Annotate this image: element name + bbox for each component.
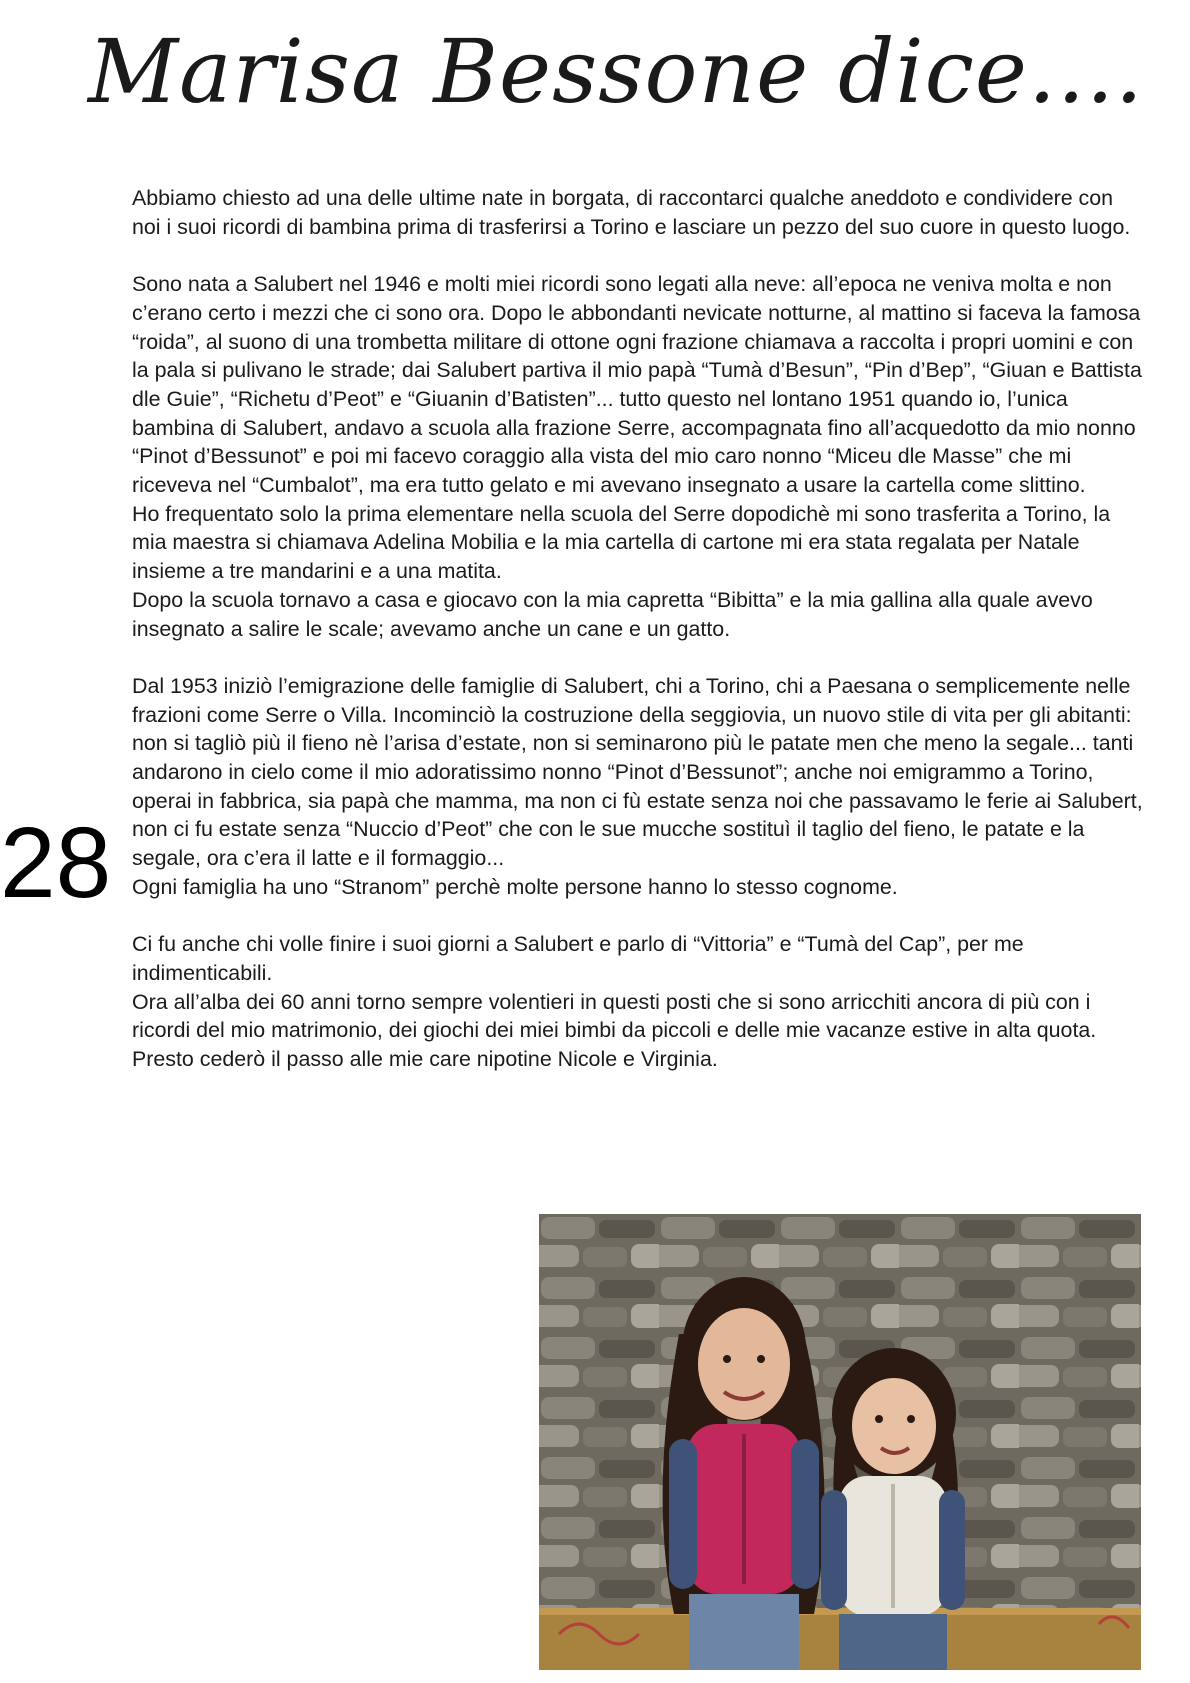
memory-paragraph-animals: Dopo la scuola tornavo a casa e giocavo con la mia capretta “Bibitta” e la mia gallina alla quale avevo insegnato a salire le scale; avevamo anche un cane e un gatto. (132, 587, 1093, 641)
photo-granddaughters (539, 1214, 1141, 1670)
photo-illustration (539, 1214, 1141, 1670)
article-title: Marisa Bessone dice.... (88, 20, 1144, 123)
memory-paragraph-snow: Sono nata a Salubert nel 1946 e molti miei ricordi sono legati alla neve: all’epoca ne veniva molta e non c’erano certo i mezzi che ci sono ora. Dopo le abbondanti nevicate notturne, al mattino si faceva la famosa “roida”, al suono di una trombetta militare di ottone ogni frazione chiamava a raccolta i propri uomini e con la pala si pulivano le strade; dai Salubert partiva il mio papà “Tumà d’Besun”, “Pin d’Bep”, “Giuan e Battista dle Guie”, “Richetu d’Peot” e “Giuanin d’Batisten”... tutto questo nel lontano 1951 quando io, l’unica bambina di Salubert, andavo a scuola alla frazione Serre, accompagnata fino all’acquedotto da mio nonno “Pinot d’Bessunot” e poi mi facevo coraggio alla vista del mio caro nonno “Miceu dle Masse” che mi riceveva nel “Cumbalot”, ma era tutto gelato e mi avevano insegnato a usare la cartella come slittino. (132, 272, 1142, 498)
paragraph-spacer (132, 241, 1147, 270)
paragraph-spacer (132, 902, 1147, 931)
younger-girl (821, 1348, 965, 1670)
memory-paragraph-stranom: Ogni famiglia ha uno “Stranom” perchè molte persone hanno lo stesso cognome. (132, 874, 898, 899)
paragraph-spacer (132, 643, 1147, 672)
memory-paragraph-closing: Ora all’alba dei 60 anni torno sempre volentieri in questi posti che si sono arricchiti ancora di più con i ricordi del mio matrimonio, dei giochi dei miei bimbi da piccoli e delle mie vacanze estive in alta quota. Presto cederò il passo alle mie care nipotine Nicole e Virginia. (132, 989, 1097, 1072)
memory-paragraph-school: Ho frequentato solo la prima elementare nella scuola del Serre dopodichè mi sono trasferita a Torino, la mia maestra si chiamava Adelina Mobilia e la mia cartella di cartone mi era stata regalata per Natale insieme a tre mandarini e a una matita. (132, 501, 1111, 584)
memory-paragraph-emigration: Dal 1953 iniziò l’emigrazione delle famiglie di Salubert, chi a Torino, chi a Paesana o semplicemente nelle frazioni come Serre o Villa. Incominciò la costruzione della seggiovia, un nuovo stile di vita per gli abitanti: non si tagliò più il fieno nè l’arisa d’estate, non si seminarono più le patate men che meno la segale... tanti andarono in cielo come il mio adoratissimo nonno “Pinot d’Bessunot”; anche noi emigrammo a Torino, operai in fabbrica, sia papà che mamma, ma non ci fù estate senza noi che passavamo le ferie ai Salubert, non ci fu estate senza “Nuccio d’Peot” che con le sue mucche sostituì il taglio del fieno, le patate e la segale, ora c’era il latte e il formaggio... (132, 673, 1143, 871)
memory-paragraph-vittoria: Ci fu anche chi volle finire i suoi giorni a Salubert e parlo di “Vittoria” e “Tumà del Cap”, per me indimenticabili. (132, 932, 1024, 985)
page-number: 28 (0, 807, 112, 919)
intro-paragraph: Abbiamo chiesto ad una delle ultime nate in borgata, di raccontarci qualche aneddoto e condividere con noi i suoi ricordi di bambina prima di trasferirsi a Torino e lasciare un pezzo del suo cuore in questo luogo. (132, 186, 1131, 239)
article-body (132, 184, 1147, 1074)
older-girl (663, 1277, 825, 1670)
